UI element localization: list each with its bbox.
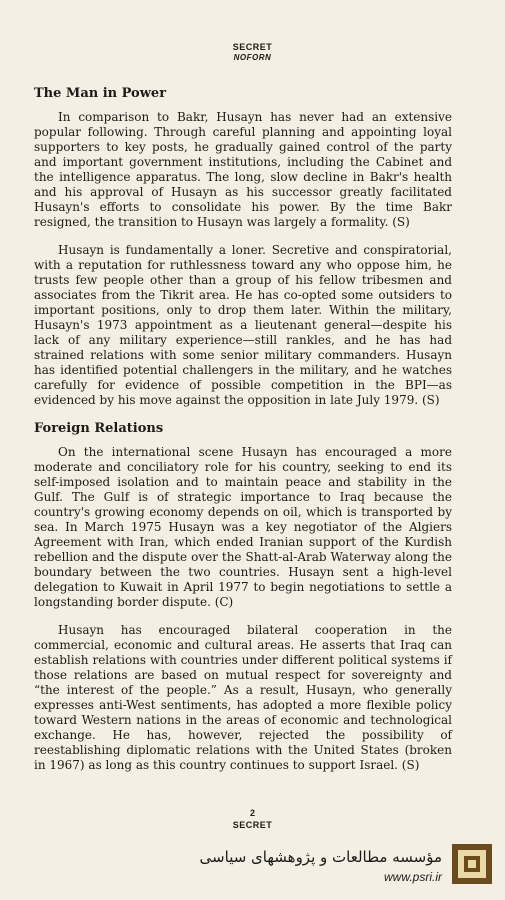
section-heading: Foreign Relations: [34, 421, 164, 436]
section-man-in-power: [34, 86, 452, 408]
classification-header: [0, 42, 505, 63]
section-foreign-relations: [34, 421, 452, 773]
paragraph: Husayn has encouraged bilateral cooperation in the commercial, economic and cultural areas. He asserts that Iraq can establish relations with countries under different political systems if those relations are based on mutual respect for sovereignty and “the interest of the people.” As a result, Husayn, who generally expresses anti-West sentiments, has adopted a more flexible policy toward Western nations in the areas of economic and technological exchange. He has, however, rejected the possibility of reestablishing diplomatic relations with the United States (broken in 1967) as long as this country continues to support Israel. (S): [34, 623, 452, 772]
classification-marking: SECRET: [232, 42, 273, 52]
paragraph: On the international scene Husayn has encouraged a more moderate and conciliatory role for his country, seeking to end its self-imposed isolation and to maintain peace and stability in the Gulf. The Gulf is of strategic importance to Iraq because the country's growing economy depends on oil, which is transported by sea. In March 1975 Husayn was a key negotiator of the Algiers Agreement with Iran, which ended Iranian support of the Kurdish rebellion and the dispute over the Shatt-al-Arab Waterway along the boundary between the two countries. Husayn sent a high-level delegation to Kuwait in April 1977 to begin negotiations to settle a longstanding border dispute. (C): [34, 445, 452, 609]
paragraph: In comparison to Bakr, Husayn has never had an extensive popular following. Through careful planning and appointing loyal supporters to key posts, he gradually gained control of the party and important government institutions, including the Cabinet and the intelligence apparatus. The long, slow decline in Bakr's health and his approval of Husayn as his successor greatly facilitated Husayn's efforts to consolidate his power. By the time Bakr resigned, the transition to Husayn was largely a formality. (S): [34, 110, 452, 229]
watermark-title: مؤسسه مطالعات و پژوهشهای سیاسی: [199, 848, 442, 866]
paragraph: Husayn is fundamentally a loner. Secretive and conspiratorial, with a reputation for ruthlessness toward any who oppose him, he trusts few people other than a group of his fellow tribesmen and associates from the Tikrit area. He has co-opted some outsiders to important positions, only to drop them later. Within the military, Husayn's 1973 appointment as a lieutenant general—despite his lack of any military experience—still rankles, and he has had strained relations with some senior military commanders. Husayn has identified potential challengers in the military, and he watches carefully for evidence of possible competition in the BPI—as evidenced by his move against the opposition in late July 1979. (S): [34, 243, 452, 407]
document-body: [34, 86, 452, 786]
psri-logo-icon: [452, 844, 492, 884]
page-number: 2: [249, 808, 255, 818]
watermark-url: www.psri.ir: [383, 870, 442, 884]
classification-footer: SECRET: [232, 820, 273, 830]
publisher-watermark: [170, 840, 500, 890]
section-heading: The Man in Power: [34, 86, 167, 101]
dissemination-caveat: NOFORN: [233, 53, 272, 62]
